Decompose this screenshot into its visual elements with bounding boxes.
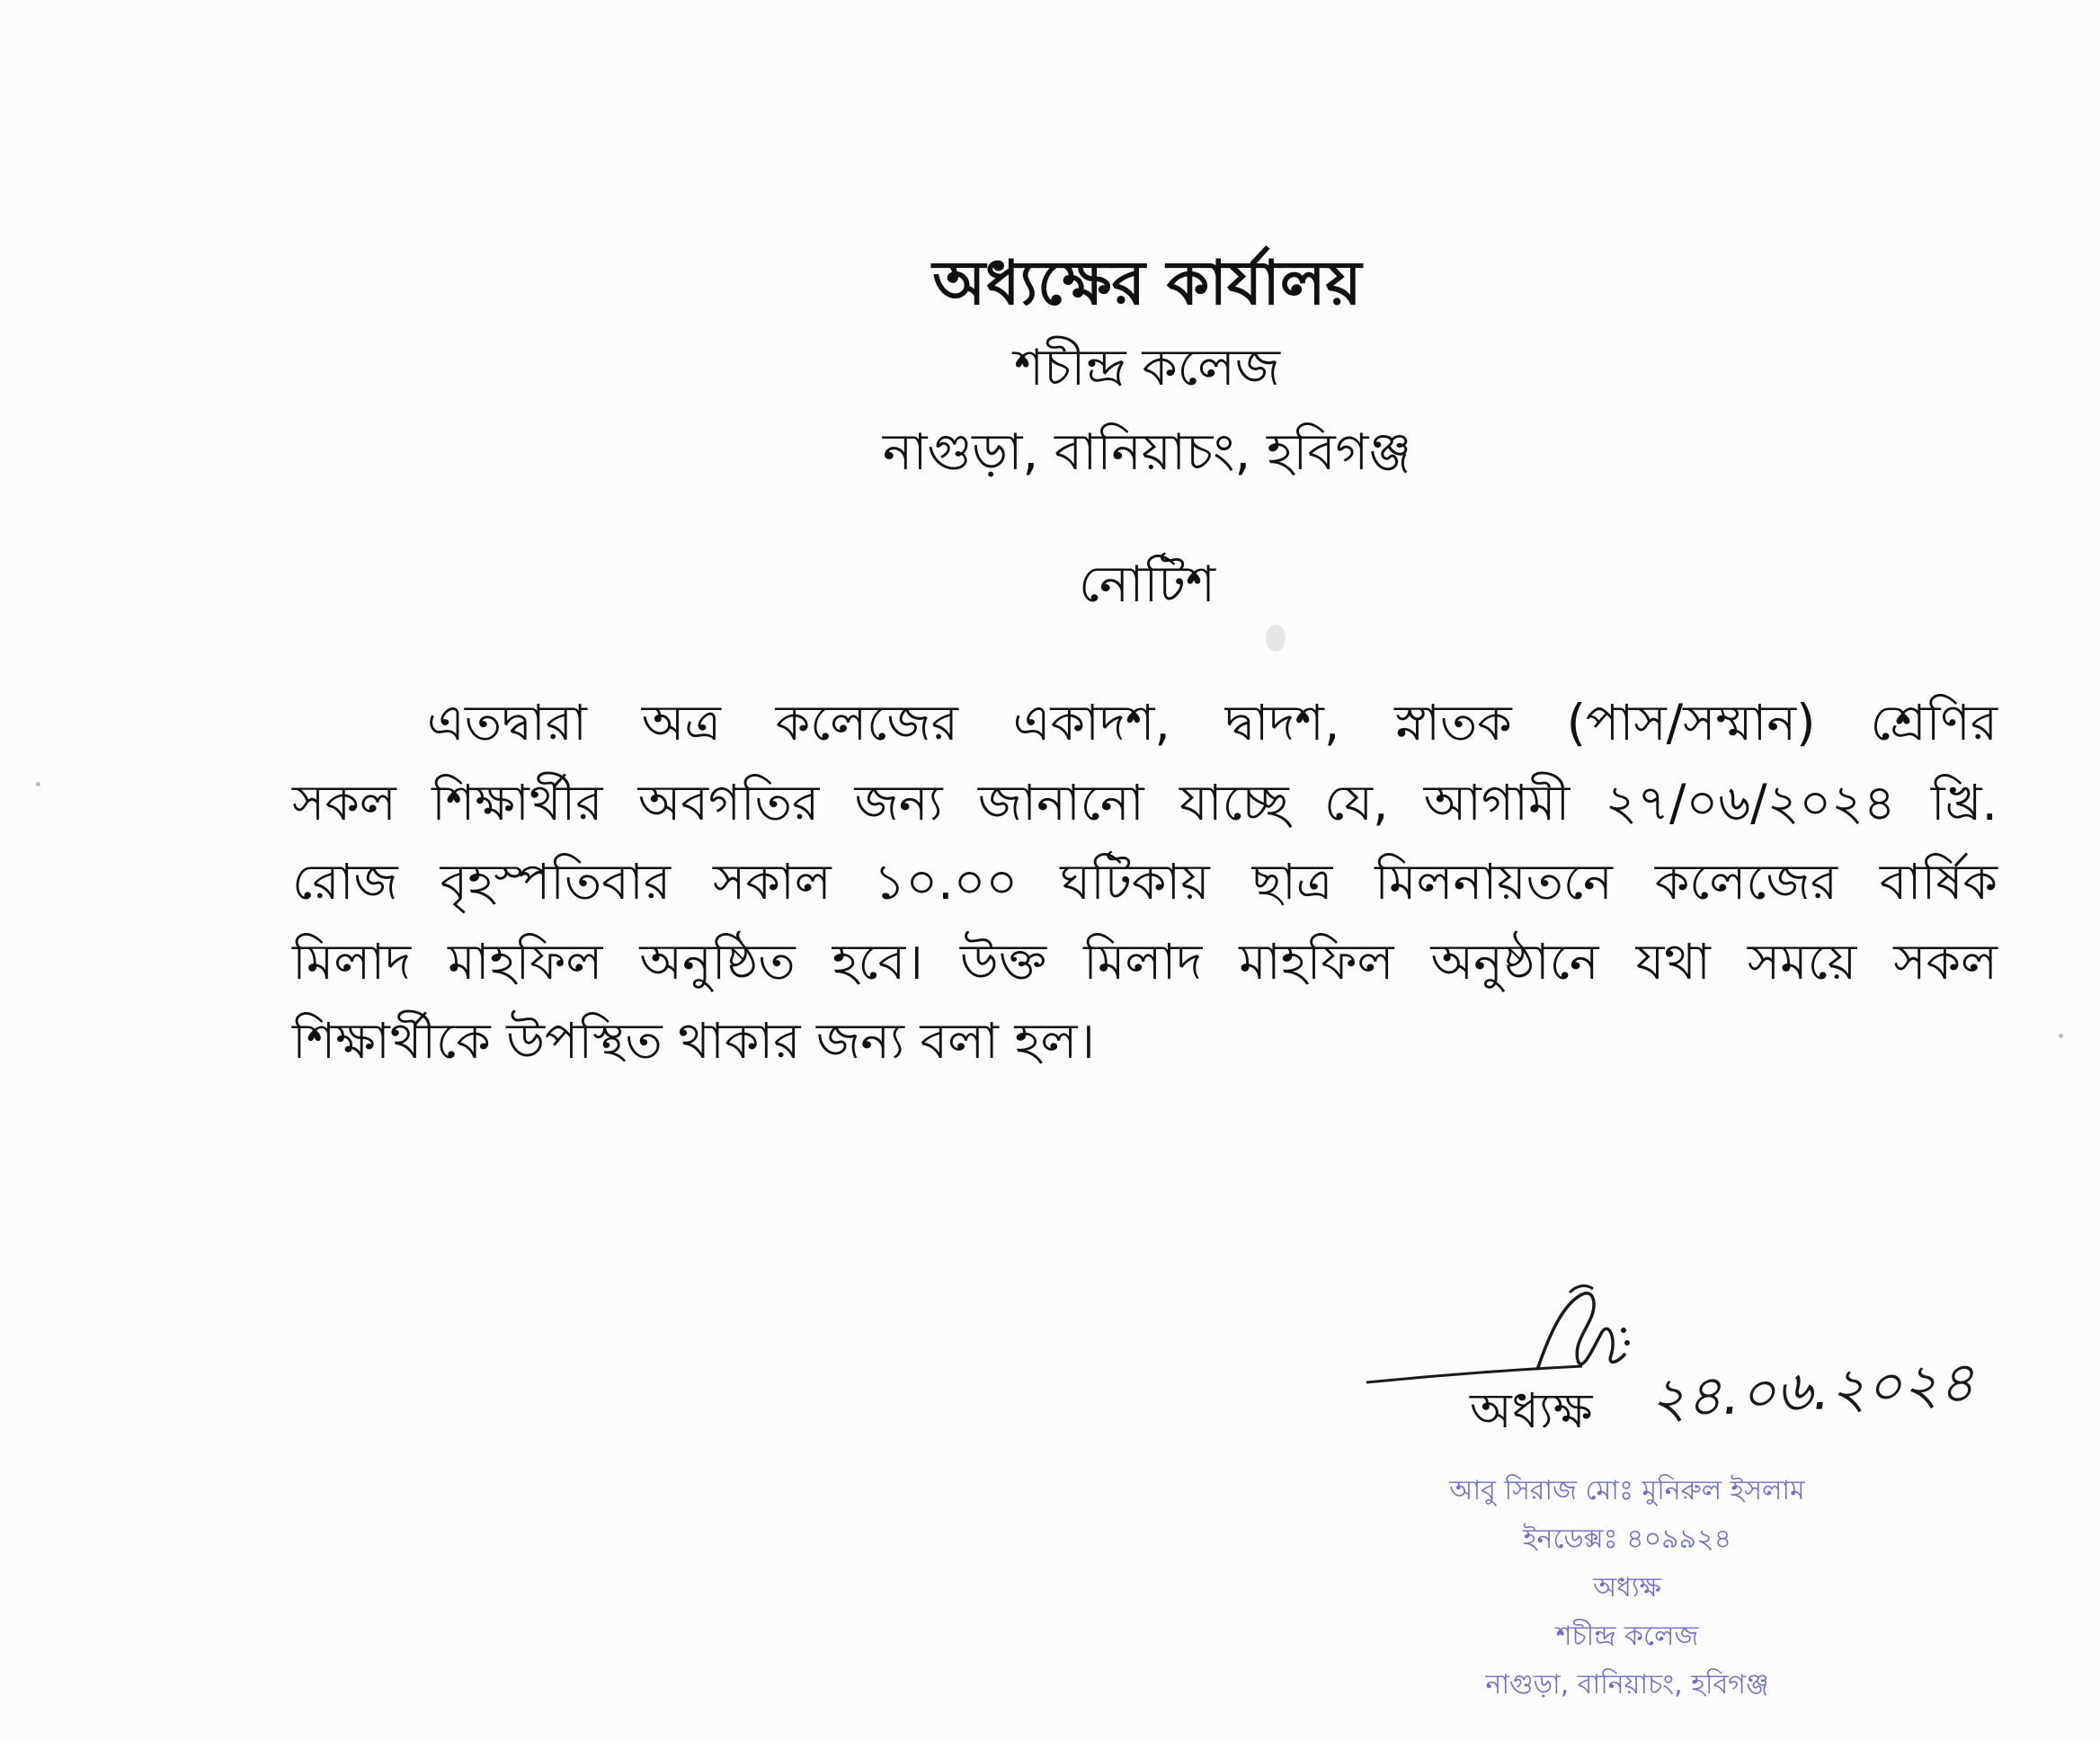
stamp-designation: অধ্যক্ষ <box>1593 1572 1661 1603</box>
office-title: অধ্যক্ষের কার্যালয় <box>932 248 1362 319</box>
paper-speck <box>2059 1034 2063 1038</box>
stamp-index: ইনডেক্সঃ ৪০৯৯২৪ <box>1522 1523 1732 1555</box>
notice-body-line: রোজ বৃহস্পতিবার সকাল ১০.০০ ঘটিকায় ছাত্র মিলনায়তনে কলেজের বার্ষিক <box>292 853 1998 910</box>
notice-heading: নোটিশ <box>1078 555 1216 614</box>
college-name: শচীন্দ্র কলেজ <box>1014 339 1280 397</box>
notice-body-line: শিক্ষার্থীকে উপস্থিত থাকার জন্য বলা হল। <box>292 1012 1096 1070</box>
notice-body-line: এতদ্বারা অত্র কলেজের একাদশ, দ্বাদশ, স্নাতক (পাস/সম্মান) শ্রেণির <box>427 694 1998 751</box>
stamp-college: শচীন্দ্র কলেজ <box>1555 1621 1699 1652</box>
college-address: নাগুড়া, বানিয়াচং, হবিগঞ্জ <box>882 423 1412 482</box>
paper-speck <box>1266 625 1286 652</box>
stamp-name: আবু সিরাজ মোঃ মুনিরুল ইসলাম <box>1449 1475 1805 1506</box>
notice-body-line: সকল শিক্ষার্থীর অবগতির জন্য জানানো যাচ্ছে যে, আগামী ২৭/০৬/২০২৪ খ্রি. <box>292 773 1998 831</box>
signatory-title: অধ্যক্ষ <box>1470 1382 1593 1439</box>
notice-body-line: মিলাদ মাহফিল অনুষ্ঠিত হবে। উক্ত মিলাদ মাহফিল অনুষ্ঠানে যথা সময়ে সকল <box>292 932 1998 990</box>
official-stamp <box>1375 1467 1879 1710</box>
stamp-address: নাগুড়া, বানিয়াচং, হবিগঞ্জ <box>1485 1669 1769 1701</box>
signature-block <box>1357 1276 2041 1456</box>
notice-body <box>292 683 1998 1081</box>
signature-date: ২৪.০৬.২০২৪ <box>1648 1348 1977 1432</box>
paper-speck <box>36 782 40 786</box>
